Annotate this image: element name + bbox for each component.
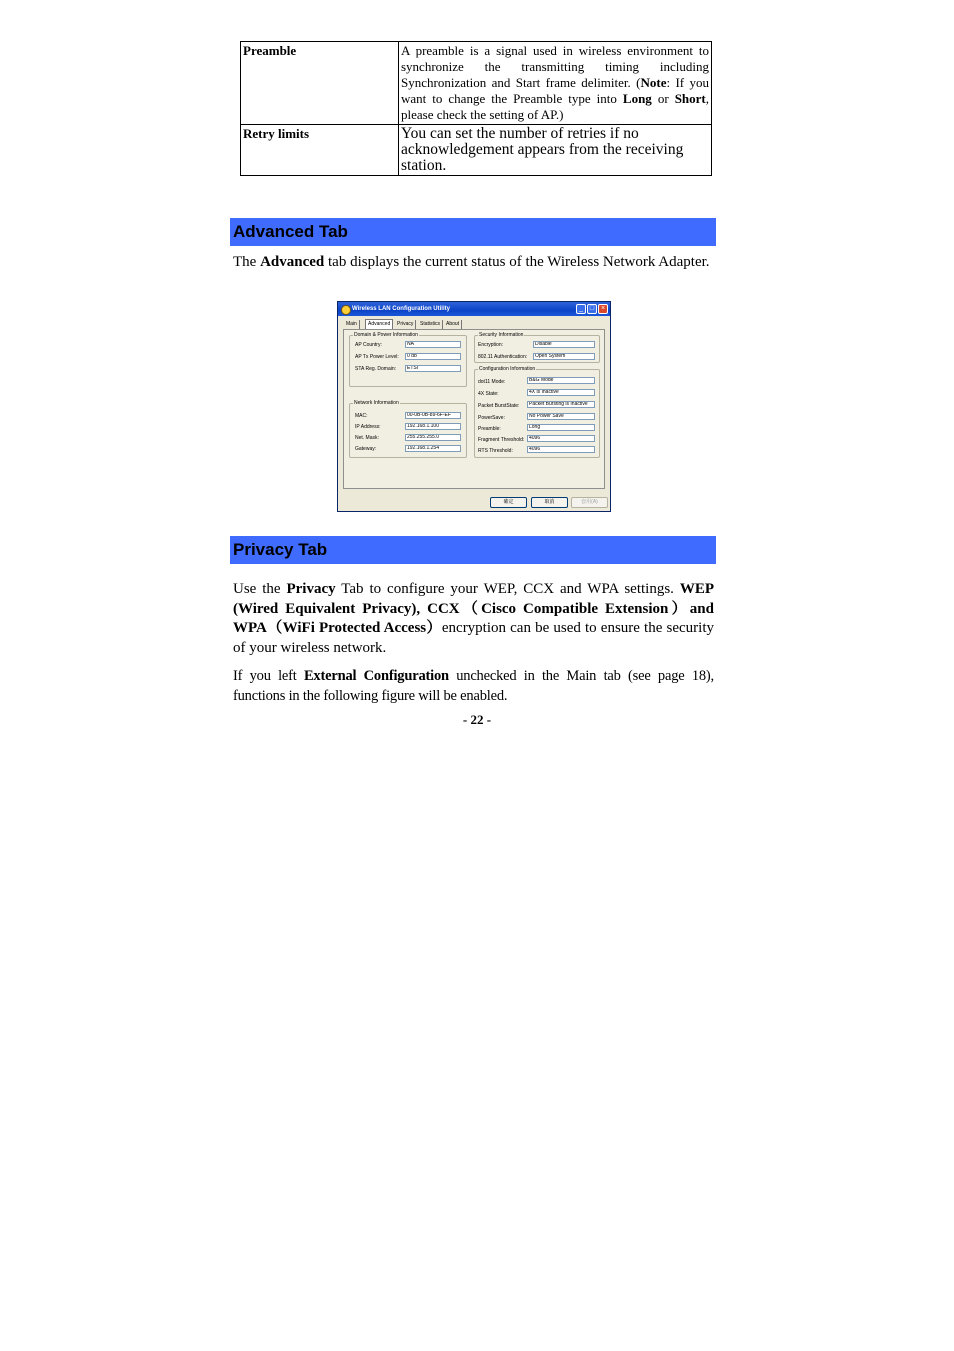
para-text: unchecked in the Main tab (see page 18), functions in the following figure will be enabled. [233, 668, 714, 704]
heading-text: Privacy Tab [233, 540, 328, 559]
group-title: Configuration Information [479, 366, 536, 372]
para-bold: Privacy [286, 581, 336, 597]
fragment-threshold-field: 4096 [527, 435, 595, 442]
gateway-field: 192.168.1.254 [405, 445, 461, 452]
configuration-group [474, 366, 600, 458]
group-title: Domain & Power Information [354, 332, 418, 338]
ap-country-field: NA [405, 341, 461, 348]
term-preamble: Preamble [241, 42, 399, 125]
field-label: RTS Threshold: [478, 448, 513, 454]
privacy-paragraph-2 [233, 667, 714, 706]
tab-advanced[interactable]: Advanced [365, 319, 393, 329]
desc-text: : If you want to change the Preamble type into [401, 75, 709, 106]
field-label: Packet BurstState: [478, 403, 520, 409]
rts-threshold-field: 4096 [527, 446, 595, 453]
minimize-icon[interactable]: _ [576, 304, 586, 314]
net-mask-field: 255.255.255.0 [405, 434, 461, 441]
desc-bold-short: Short [674, 91, 706, 106]
desc-bold-note: Note [640, 75, 667, 90]
page-number: - 22 - [462, 712, 492, 727]
para-text: encryption can be used to ensure the security of your wireless network. [233, 620, 714, 656]
para-text: The [233, 254, 261, 270]
para-bold: External Configuration [303, 668, 449, 684]
packet-burst-field: Packet Bursting is Inactive [527, 401, 595, 408]
sta-reg-domain-field: ETSI [405, 365, 461, 372]
maximize-icon[interactable]: □ [587, 304, 597, 314]
app-icon [341, 305, 351, 315]
field-label: Fragment Threshold: [478, 437, 525, 443]
para-text: Tab to configure your WEP, CCX and WPA settings. [335, 581, 680, 597]
field-label: AP Country: [355, 342, 382, 348]
para-bold: Advanced [260, 254, 325, 270]
heading-text: Advanced Tab [233, 222, 348, 241]
field-label: STA Reg. Domain: [355, 366, 397, 372]
para-text: tab displays the current status of the Wireless Network Adapter. [324, 254, 710, 270]
tab-main[interactable]: Main [344, 320, 360, 329]
field-label: 802.11 Authentication: [478, 354, 528, 360]
para-text: Use the [233, 581, 287, 597]
encryption-field: Disable [533, 341, 595, 348]
tab-statistics[interactable]: Statistics [418, 320, 443, 329]
para-bold: WEP (Wired Equivalent Privacy), CCX（Cisco Compatible Extension）and WPA（WiFi Protected Access） [233, 581, 714, 636]
field-label: dot11 Mode: [478, 379, 506, 385]
advanced-paragraph [233, 253, 714, 273]
cancel-button[interactable]: 取消 [531, 497, 568, 508]
term-retry-limits: Retry limits [241, 125, 399, 176]
desc-retry-limits: You can set the number of retries if no acknowledgement appears from the receiving station. [399, 125, 712, 176]
preamble-field: Long [527, 424, 595, 431]
field-label: Net. Mask: [355, 435, 379, 441]
advanced-tab-heading [230, 218, 716, 246]
desc-preamble [399, 42, 712, 125]
para-text: If you left [233, 668, 304, 684]
table-row [241, 125, 712, 176]
field-label: MAC: [355, 413, 368, 419]
field-label: Encryption: [478, 342, 504, 348]
tab-about[interactable]: About [444, 320, 462, 329]
table-row [241, 42, 712, 125]
group-title: Security Information [479, 332, 524, 338]
apply-button[interactable]: 套用(A) [571, 497, 608, 508]
desc-text: A preamble is a signal used in wireless environment to synchronize the transmitting timing including Synchronization and Start frame delimiter. ( [401, 43, 709, 90]
ip-address-field: 192.168.1.100 [405, 423, 461, 430]
field-label: IP Address: [355, 424, 381, 430]
close-icon[interactable]: × [598, 304, 608, 314]
field-label: PowerSave: [478, 415, 505, 421]
mac-field: 00-0B-0B-89-6F-EF [405, 412, 461, 419]
desc-text: or [651, 91, 675, 106]
field-label: Preamble: [478, 426, 501, 432]
field-label: Gateway: [355, 446, 377, 452]
window-title: Wireless LAN Configuration Utility [352, 306, 450, 312]
tab-privacy[interactable]: Privacy [395, 320, 416, 329]
desc-bold-long: Long [622, 91, 652, 106]
ap-tx-power-field: 0 db [405, 353, 461, 360]
privacy-paragraph-1 [233, 580, 714, 658]
authentication-field: Open System [533, 353, 595, 360]
window-titlebar [338, 302, 610, 316]
ok-button[interactable]: 確定 [490, 497, 527, 508]
network-group [349, 400, 467, 458]
definition-table [240, 41, 712, 176]
4x-state-field: 4X is Inactive [527, 389, 595, 396]
power-save-field: No Power Save [527, 413, 595, 420]
domain-power-group [349, 332, 467, 387]
advanced-tab-screenshot [337, 301, 611, 512]
desc-text: , please check the setting of AP.) [401, 91, 709, 122]
security-group [474, 332, 600, 363]
advanced-panel [343, 329, 605, 489]
privacy-tab-heading [230, 536, 716, 564]
field-label: 4X State: [478, 391, 499, 397]
group-title: Network Information [354, 400, 399, 406]
dot11-mode-field: B&G Mode [527, 377, 595, 384]
field-label: AP Tx Power Level: [355, 354, 399, 360]
